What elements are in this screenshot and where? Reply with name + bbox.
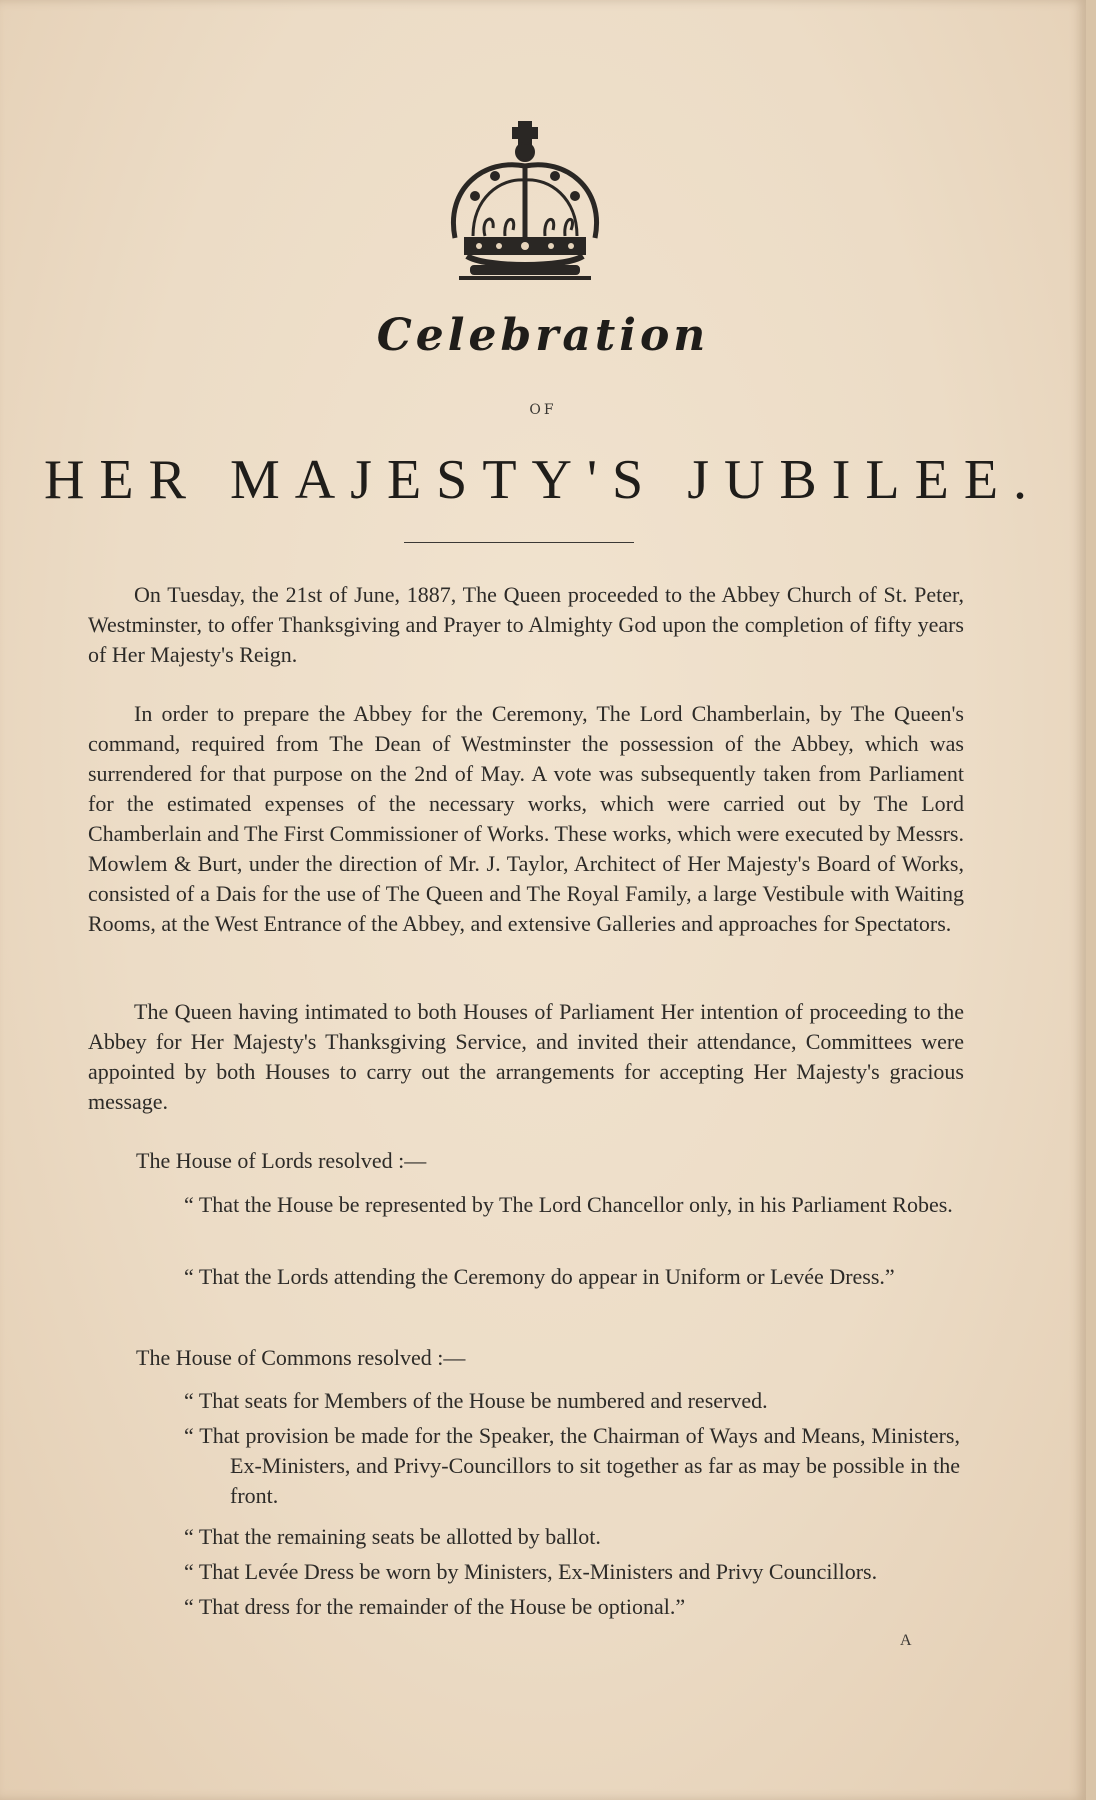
paragraph: On Tuesday, the 21st of June, 1887, The Queen proceeded to the Abbey Church of St. Peter, Westminster, to offer Thanksgiving and Prayer to Almighty God upon the completion of fifty years of Her Majesty's Reign.: [88, 582, 964, 667]
commons-resolved-heading: The House of Commons resolved :—: [136, 1345, 466, 1370]
paragraph-3-block: [88, 997, 964, 1117]
lords-resolution-1: “ That the House be represented by The Lord Chancellor only, in his Parliament Robes.: [184, 1192, 953, 1217]
commons-resolution-4: “ That Levée Dress be worn by Ministers, Ex-Ministers and Privy Councillors.: [184, 1559, 878, 1584]
royal-crown-icon: [445, 118, 605, 288]
paragraph-1-block: [88, 580, 964, 670]
lords-resolved-heading: The House of Lords resolved :—: [136, 1148, 427, 1173]
signature-mark: A: [900, 1632, 912, 1649]
lords-resolution-2: “ That the Lords attending the Ceremony do appear in Uniform or Levée Dress.”: [184, 1264, 895, 1289]
script-title: Celebration: [376, 310, 710, 361]
commons-resolution-1: “ That seats for Members of the House be numbered and reserved.: [184, 1388, 768, 1413]
paragraph: In order to prepare the Abbey for the Ceremony, The Lord Chamberlain, by The Queen's command, required from The Dean of Westminster the possession of the Abbey, which was surrendered for that purpose on the 2nd of May. A vote was subsequently taken from Parliament for the estimated expenses of the necessary works, which were carried out by The Lord Chamberlain and The First Commissioner of Works. These works, which were executed by Messrs. Mowlem & Burt, under the direction of Mr. J. Taylor, Architect of Her Majesty's Board of Works, consisted of a Dais for the use of The Queen and The Royal Family, a large Vestibule with Waiting Rooms, at the West Entrance of the Abbey, and extensive Galleries and approaches for Spectators.: [88, 701, 964, 936]
paragraph: The Queen having intimated to both Houses of Parliament Her intention of proceeding to the Abbey for Her Majesty's Thanksgiving Service, and invited their attendance, Committees were appointed by both Houses to carry out the arrangements for accepting Her Majesty's gracious message.: [88, 999, 964, 1114]
commons-resolution-5: “ That dress for the remainder of the House be optional.”: [184, 1594, 686, 1619]
commons-resolution-3: “ That the remaining seats be allotted by ballot.: [184, 1524, 601, 1549]
of-subheading: OF: [529, 402, 557, 418]
paragraph-2-block: [88, 699, 964, 939]
commons-resolution-2: “ That provision be made for the Speaker, the Chairman of Ways and Means, Ministers, Ex-Ministers, and Privy-Councillors to sit together as far as may be possible in the front.: [184, 1423, 960, 1508]
divider-rule: [404, 542, 634, 543]
main-title: HER MAJESTY'S JUBILEE.: [43, 449, 1043, 511]
